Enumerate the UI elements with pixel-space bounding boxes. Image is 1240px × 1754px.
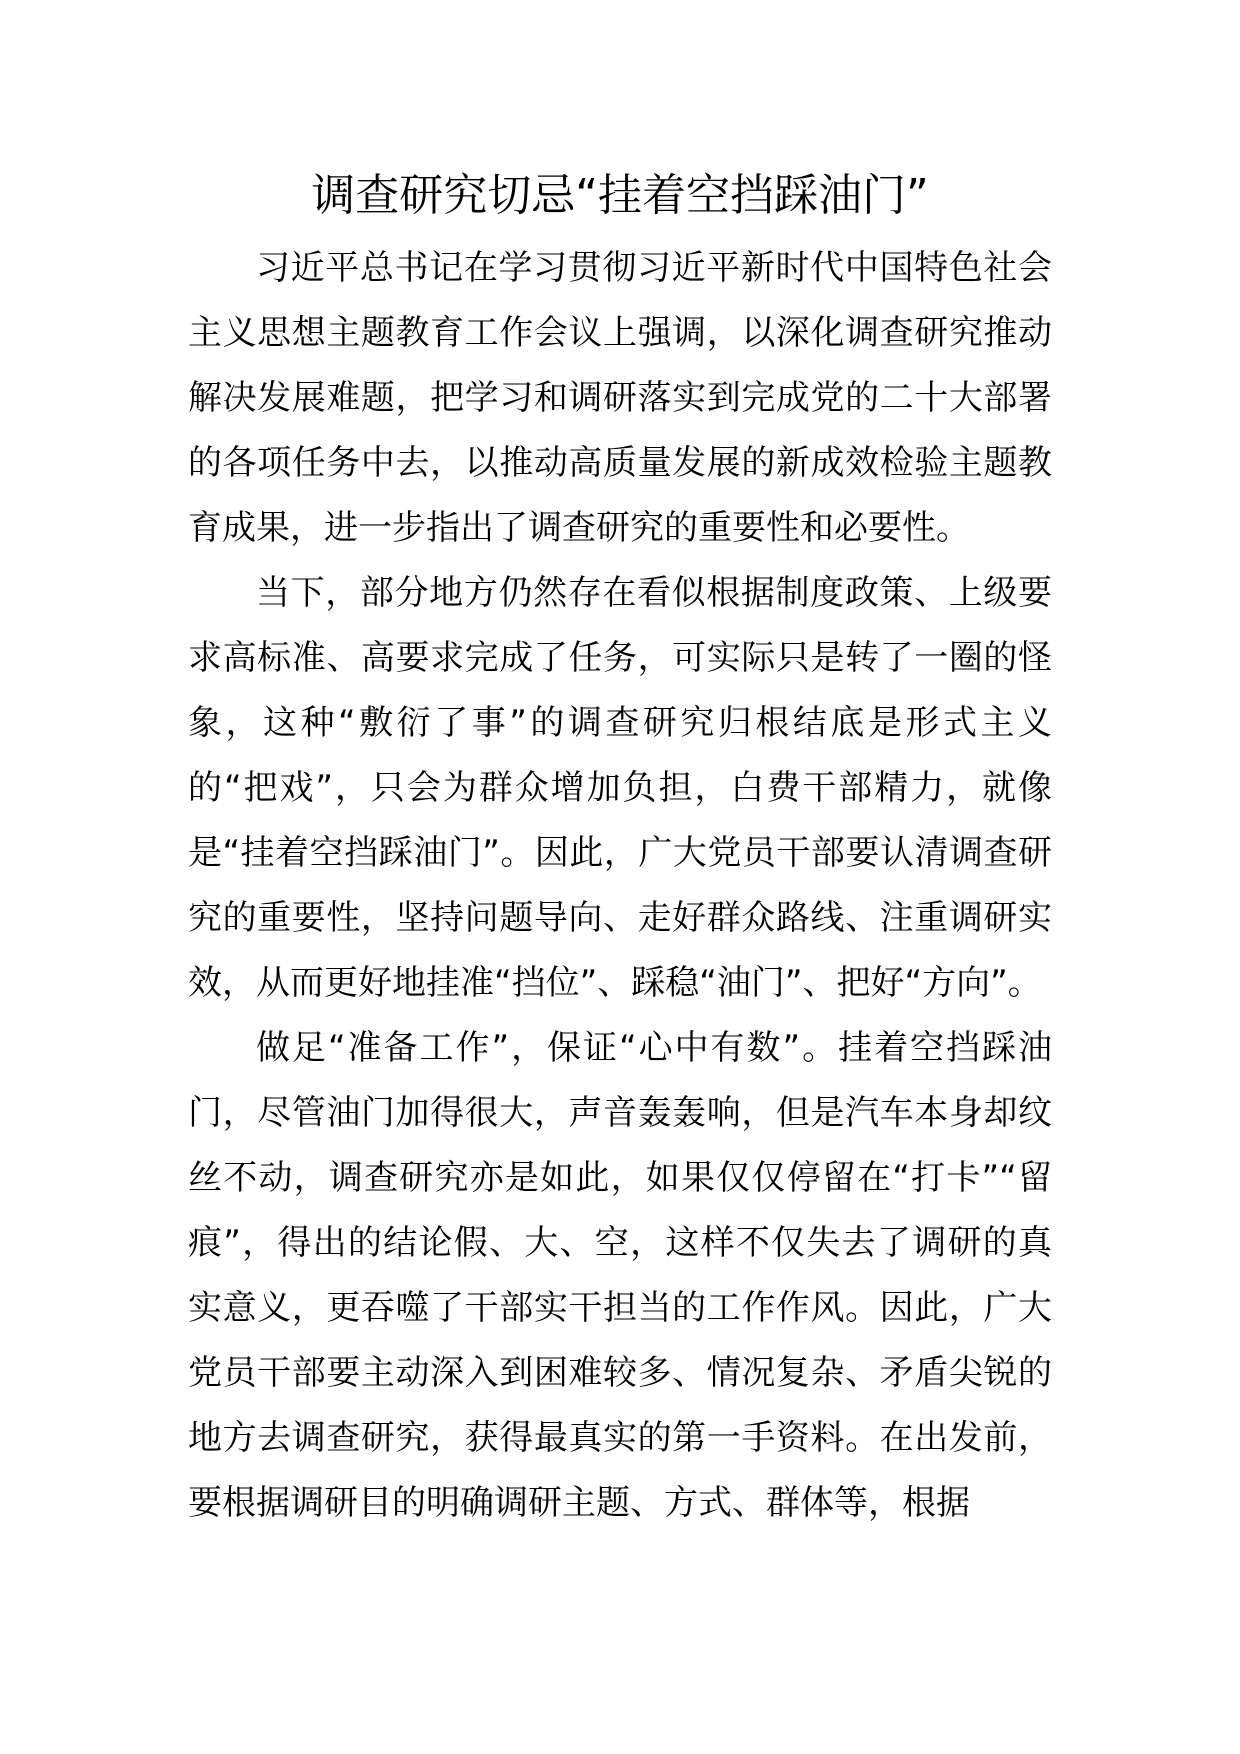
paragraph-1: 习近平总书记在学习贯彻习近平新时代中国特色社会主义思想主题教育工作会议上强调，以深化调查研究推动解决发展难题，把学习和调研落实到完成党的二十大部署的各项任务中去，以推动高质量发展的新成效检验主题教育成果，进一步指出了调查研究的重要性和必要性。 [188, 248, 1052, 548]
document-title: 调查研究切忌“挂着空挡踩油门” [311, 170, 929, 221]
document-body [188, 236, 1052, 1536]
paragraph-3: 做足“准备工作”，保证“心中有数”。挂着空挡踩油门，尽管油门加得很大，声音轰轰响，但是汽车本身却纹丝不动，调查研究亦是如此，如果仅仅停留在“打卡”“留痕”，得出的结论假、大、空，这样不仅失去了调研的真实意义，更吞噬了干部实干担当的工作作风。因此，广大党员干部要主动深入到困难较多、情况复杂、矛盾尖锐的地方去调查研究，获得最真实的第一手资料。在出发前，要根据调研目的明确调研主题、方式、群体等，根据 [188, 1028, 1052, 1523]
paragraph-2: 当下，部分地方仍然存在看似根据制度政策、上级要求高标准、高要求完成了任务，可实际只是转了一圈的怪象，这种“敷衍了事”的调查研究归根结底是形式主义的“把戏”，只会为群众增加负担，白费干部精力，就像是“挂着空挡踩油门”。因此，广大党员干部要认清调查研究的重要性，坚持问题导向、走好群众路线、注重调研实效，从而更好地挂准“挡位”、踩稳“油门”、把好“方向”。 [188, 573, 1052, 1003]
